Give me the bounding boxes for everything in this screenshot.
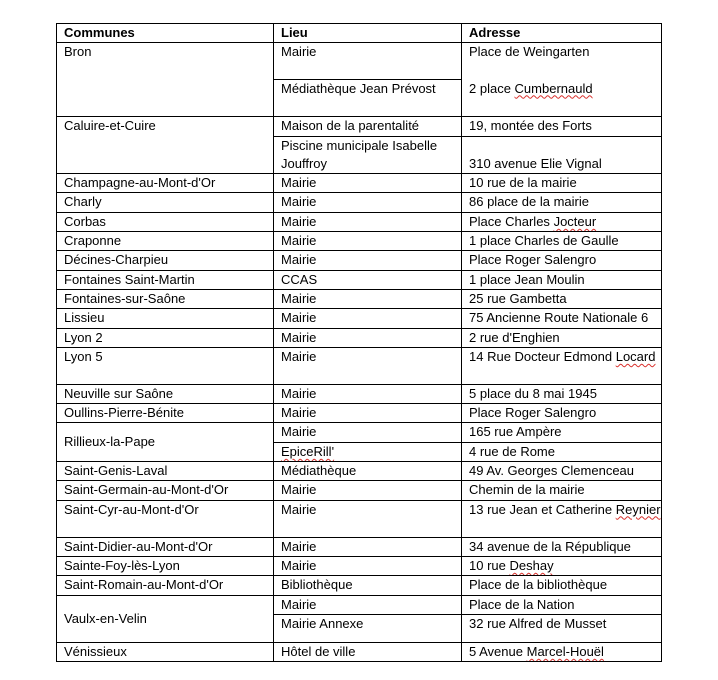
table-row: [57, 117, 662, 136]
table-row: [57, 309, 662, 328]
commune-cell: Lyon 2: [57, 328, 274, 347]
table-row: [57, 576, 662, 595]
header-adresse: Adresse: [462, 24, 662, 43]
adresse-cell: 14 Rue Docteur Edmond Locard: [462, 347, 662, 384]
lieu-cell: Bibliothèque: [274, 576, 462, 595]
table-row: [57, 251, 662, 270]
table-row: [57, 537, 662, 556]
adresse-cell: [462, 43, 662, 117]
lieu-cell: Médiathèque Jean Prévost: [274, 80, 462, 117]
adresse-cell: Place Charles Jocteur: [462, 212, 662, 231]
table-row: [57, 43, 662, 80]
lieu-cell: EpiceRill': [274, 442, 462, 461]
lieu-cell: Piscine municipale Isabelle Jouffroy: [274, 136, 462, 174]
lieu-cell: Mairie Annexe: [274, 614, 462, 642]
commune-cell: Vénissieux: [57, 642, 274, 661]
table-row: [57, 500, 662, 537]
commune-cell: Craponne: [57, 232, 274, 251]
adresse-cell: 4 rue de Rome: [462, 442, 662, 461]
adresse-cell: 49 Av. Georges Clemenceau: [462, 462, 662, 481]
adresse-cell: 165 rue Ampère: [462, 423, 662, 442]
table-row: [57, 232, 662, 251]
lieu-cell: Hôtel de ville: [274, 642, 462, 661]
adresse-line: Place de Weingarten: [469, 44, 590, 60]
header-row: [57, 24, 662, 43]
lieu-cell: Maison de la parentalité: [274, 117, 462, 136]
adresse-cell: 10 rue Deshay: [462, 556, 662, 575]
table-row: [57, 556, 662, 575]
commune-cell: Corbas: [57, 212, 274, 231]
adresse-cell: 32 rue Alfred de Musset: [462, 614, 662, 642]
lieu-cell: Mairie: [274, 384, 462, 403]
commune-cell: Fontaines Saint-Martin: [57, 270, 274, 289]
commune-cell: Charly: [57, 193, 274, 212]
commune-cell: Saint-Cyr-au-Mont-d'Or: [57, 500, 274, 537]
table-row: [57, 347, 662, 384]
commune-cell: Décines-Charpieu: [57, 251, 274, 270]
adresse-cell: 1 place Jean Moulin: [462, 270, 662, 289]
table-row: [57, 404, 662, 423]
lieu-cell: CCAS: [274, 270, 462, 289]
table-row: [57, 384, 662, 403]
adresse-cell: 75 Ancienne Route Nationale 6: [462, 309, 662, 328]
table-row: [57, 481, 662, 500]
adresse-line: 2 place Cumbernauld: [469, 80, 593, 96]
lieu-cell: Mairie: [274, 404, 462, 423]
commune-cell: Saint-Romain-au-Mont-d'Or: [57, 576, 274, 595]
table-row: [57, 212, 662, 231]
adresse-cell: 86 place de la mairie: [462, 193, 662, 212]
lieu-cell: Mairie: [274, 43, 462, 80]
lieu-cell: Mairie: [274, 212, 462, 231]
commune-cell: Saint-Didier-au-Mont-d'Or: [57, 537, 274, 556]
adresse-cell: 25 rue Gambetta: [462, 289, 662, 308]
header-communes: Communes: [57, 24, 274, 43]
table-row: [57, 462, 662, 481]
commune-cell: Vaulx-en-Velin: [57, 595, 274, 642]
commune-cell: Bron: [57, 43, 274, 117]
commune-cell: Fontaines-sur-Saône: [57, 289, 274, 308]
adresse-cell: Place Roger Salengro: [462, 404, 662, 423]
adresse-cell: 5 Avenue Marcel-Houël: [462, 642, 662, 661]
commune-cell: Caluire-et-Cuire: [57, 117, 274, 174]
adresse-cell: Place de la Nation: [462, 595, 662, 614]
lieu-cell: Médiathèque: [274, 462, 462, 481]
commune-cell: Lissieu: [57, 309, 274, 328]
lieu-cell: Mairie: [274, 232, 462, 251]
table-row: [57, 174, 662, 193]
adresse-cell: Chemin de la mairie: [462, 481, 662, 500]
commune-cell: Neuville sur Saône: [57, 384, 274, 403]
commune-cell: Saint-Genis-Laval: [57, 462, 274, 481]
lieu-cell: Mairie: [274, 423, 462, 442]
lieu-cell: Mairie: [274, 174, 462, 193]
table-row: [57, 642, 662, 661]
adresse-cell: 10 rue de la mairie: [462, 174, 662, 193]
lieu-cell: Mairie: [274, 556, 462, 575]
table-row: [57, 328, 662, 347]
lieu-cell: Mairie: [274, 193, 462, 212]
adresse-cell: 2 rue d'Enghien: [462, 328, 662, 347]
lieu-cell: Mairie: [274, 251, 462, 270]
commune-cell: Champagne-au-Mont-d'Or: [57, 174, 274, 193]
adresse-cell: Place Roger Salengro: [462, 251, 662, 270]
table-row: [57, 289, 662, 308]
adresse-cell: 1 place Charles de Gaulle: [462, 232, 662, 251]
commune-cell: Lyon 5: [57, 347, 274, 384]
adresse-cell: 34 avenue de la République: [462, 537, 662, 556]
communes-table: [56, 23, 662, 662]
lieu-cell: Mairie: [274, 289, 462, 308]
lieu-cell: Mairie: [274, 328, 462, 347]
lieu-cell: Mairie: [274, 309, 462, 328]
lieu-cell: Mairie: [274, 481, 462, 500]
lieu-cell: Mairie: [274, 347, 462, 384]
adresse-cell: 5 place du 8 mai 1945: [462, 384, 662, 403]
adresse-cell: Place de la bibliothèque: [462, 576, 662, 595]
lieu-cell: Mairie: [274, 500, 462, 537]
adresse-cell: 19, montée des Forts: [462, 117, 662, 136]
commune-cell: Oullins-Pierre-Bénite: [57, 404, 274, 423]
lieu-cell: Mairie: [274, 595, 462, 614]
table-row: [57, 423, 662, 442]
adresse-cell: 310 avenue Elie Vignal: [462, 136, 662, 174]
lieu-cell: Mairie: [274, 537, 462, 556]
table-row: [57, 595, 662, 614]
adresse-cell: 13 rue Jean et Catherine Reynier: [462, 500, 662, 537]
commune-cell: Rillieux-la-Pape: [57, 423, 274, 462]
table-row: [57, 193, 662, 212]
header-lieu: Lieu: [274, 24, 462, 43]
commune-cell: Saint-Germain-au-Mont-d'Or: [57, 481, 274, 500]
table-row: [57, 270, 662, 289]
commune-cell: Sainte-Foy-lès-Lyon: [57, 556, 274, 575]
